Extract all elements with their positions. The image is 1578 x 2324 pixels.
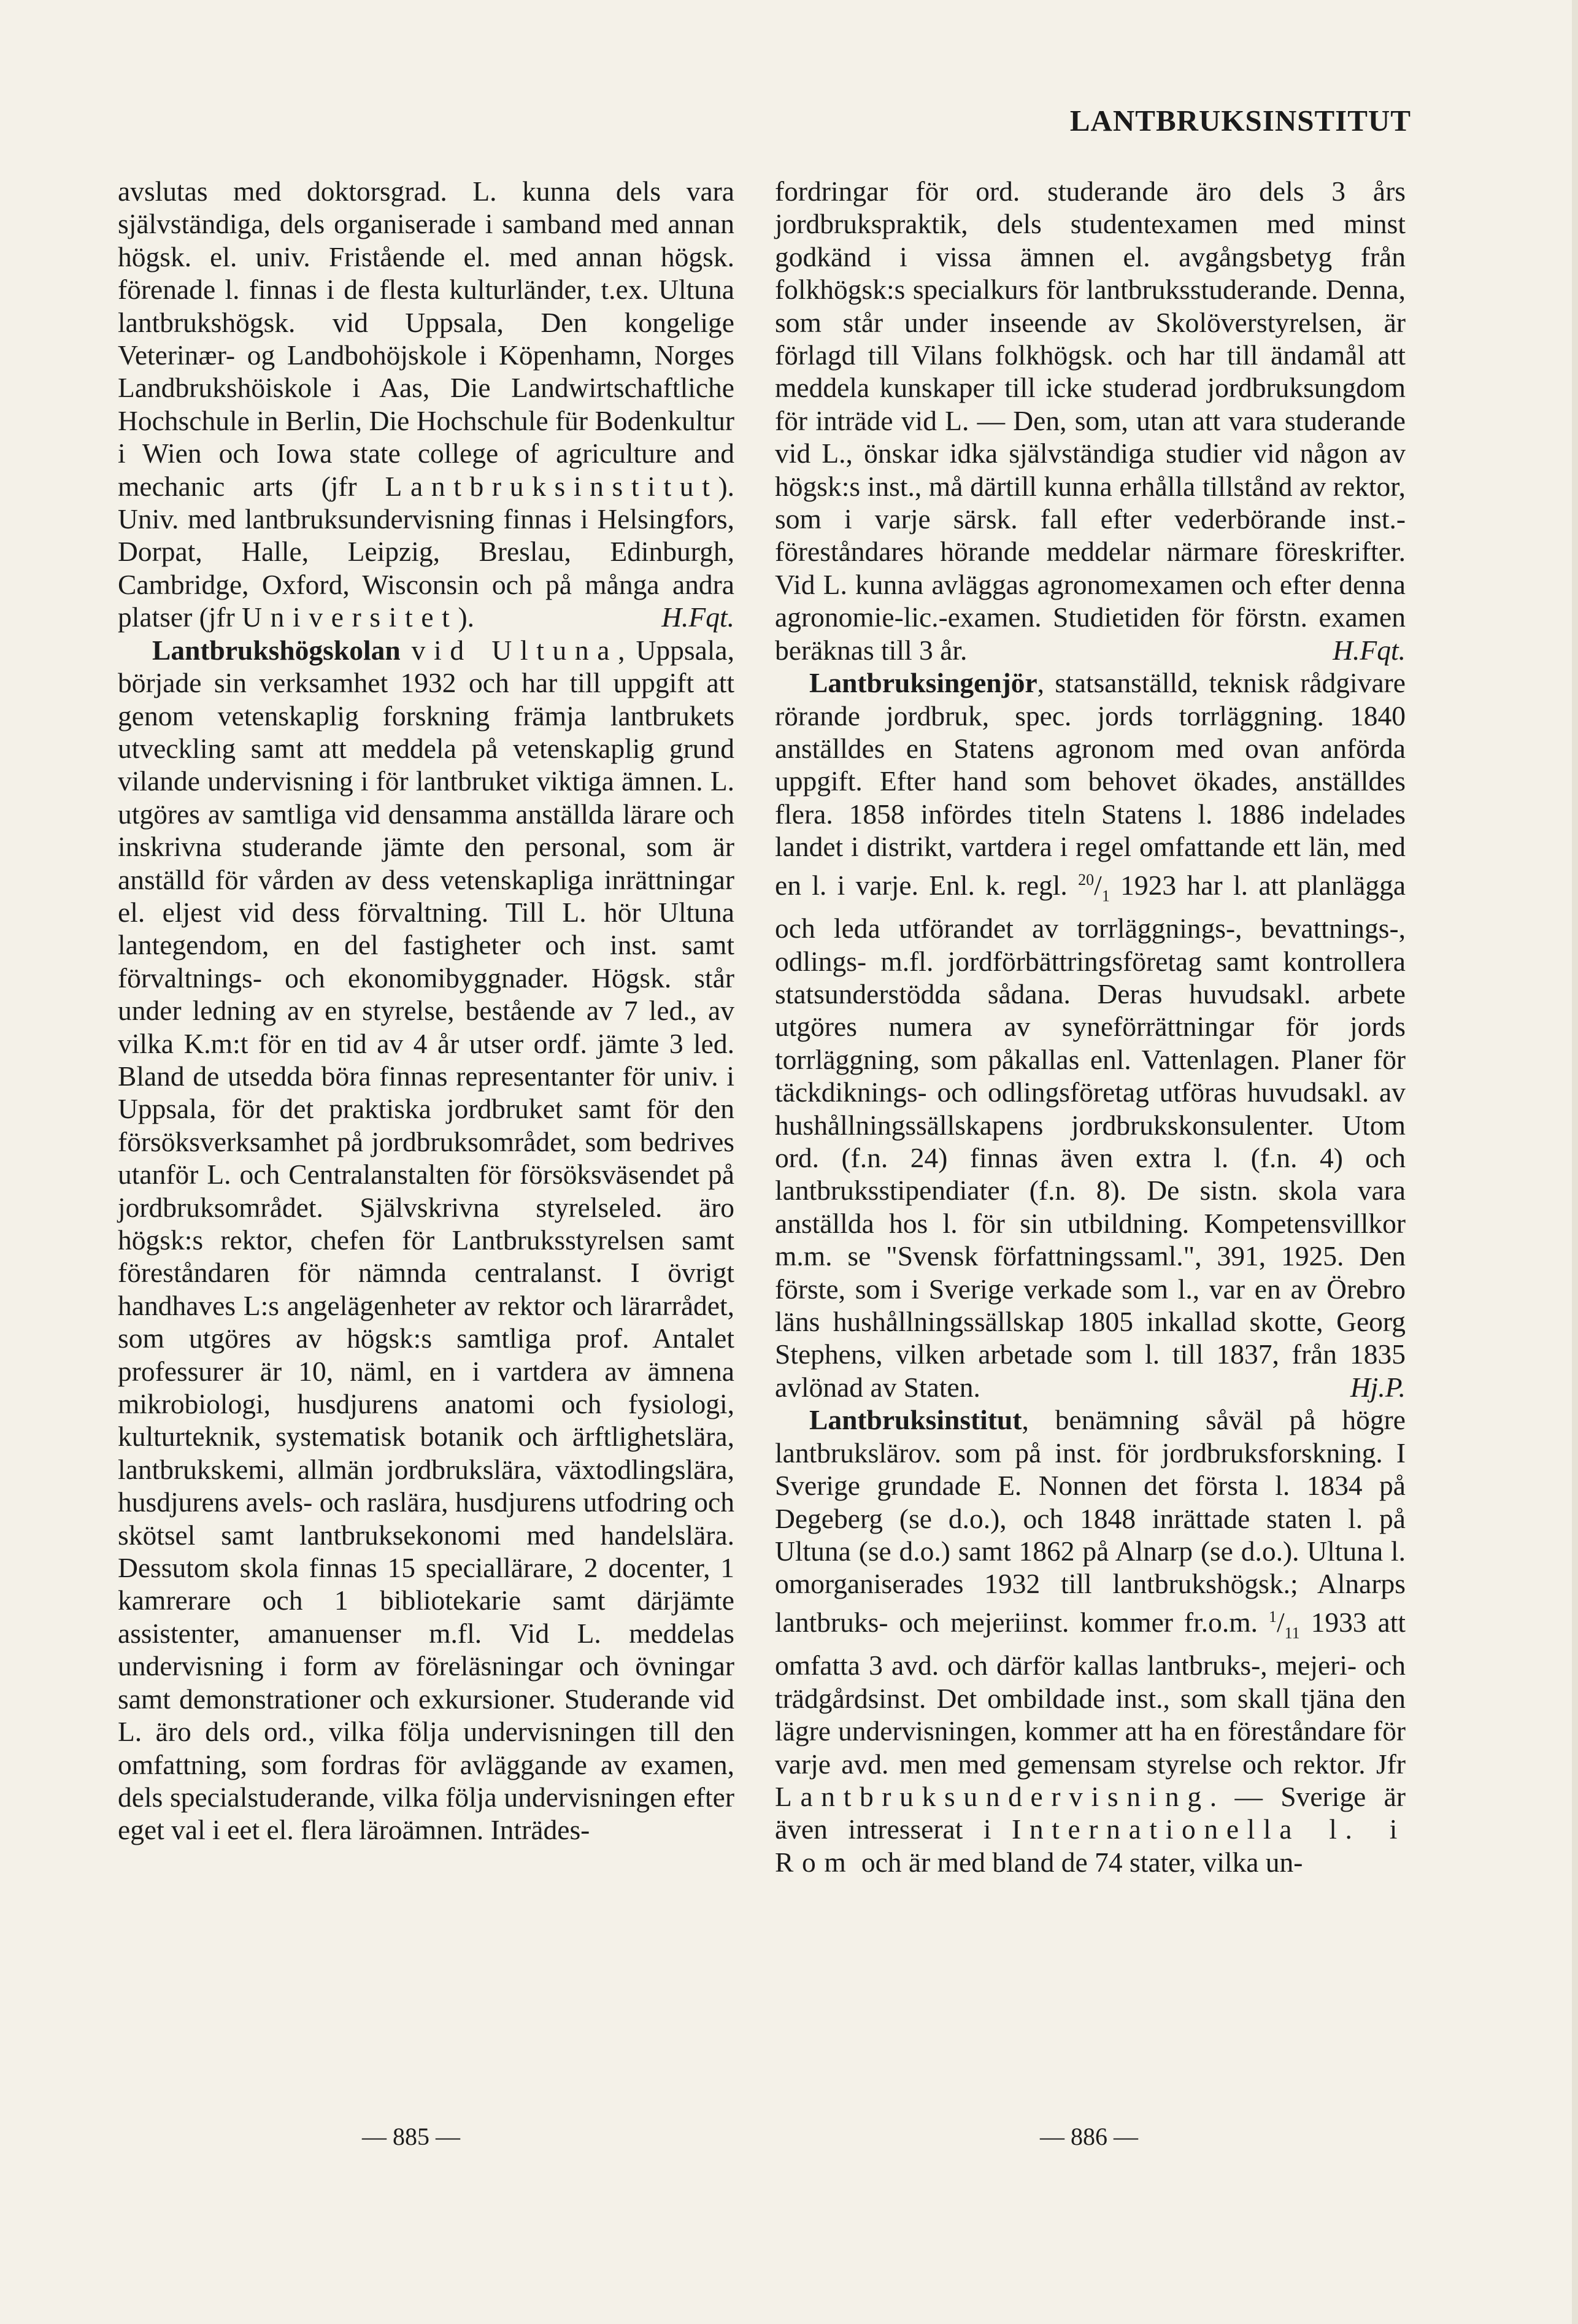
left-paragraph-continuation bbox=[118, 175, 734, 634]
right-para1-text: fordringar för ord. studerande äro dels 3 års jordbrukspraktik, dels studentexamen med minst godkänd i vissa ämnen el. avgångsbetyg från folkhögsk:s specialkurs för lantbruksstuderande. Denna, som står under inseende av Skolöverstyrelsen, är förlagd till Vilans folkhögsk. och har till ändamål att meddela kunskaper till icke studerad jordbruksungdom för inträde vid L. — Den, som, utan att vara studerande vid L., önskar idka självständiga studier vid någon av högsk:s inst., må därtill kunna erhålla tillstånd av rektor, som i varje särsk. fall efter vederbörande inst.-föreståndares hörande meddelar närmare föreskrifter. Vid L. kunna avläggas agronomexamen och efter denna agronomie-lic.-examen. Studietiden för förstn. examen beräknas till 3 år. bbox=[775, 176, 1406, 666]
entry-headword: Lantbrukshögskolan bbox=[152, 634, 401, 666]
right-paragraph-continuation bbox=[775, 175, 1406, 666]
page-number-right: — 886 — bbox=[1040, 2123, 1138, 2150]
date-numerator: 1 bbox=[1268, 1607, 1277, 1626]
left-para1-end: ). bbox=[458, 601, 474, 633]
cross-reference-lantbruksundervisning[interactable]: Lantbruksundervisning bbox=[775, 1781, 1210, 1812]
entry-body-text-a: , benämning såväl på högre lantbrukslärov. som på inst. för jordbruksforskning. I Sverige grundade E. Nonnen det första l. 1834 på Degeberg (se d.o.), och 1848 inrättade staten l. på Ultuna (se d.o.) samt 1862 på Alnarp (se d.o.). Ultuna l. omorganiserades 1932 till lantbrukshögsk.; Alnarps lantbruks- och mejeriinst. kommer fr.o.m. bbox=[775, 1404, 1406, 1638]
entry-lantbruksinstitut: Lantbruksinstitut, benämning såväl på högre lantbrukslärov. som på inst. för jordbruksforskning. I Sverige grundade E. Nonnen det första l. 1834 på Degeberg (se d.o.), och 1848 inrättade staten l. på Ultuna (se d.o.) samt 1862 på Alnarp (se d.o.). Ultuna l. omorganiserades 1932 till lantbrukshögsk.; Alnarps lantbruks- och mejeriinst. kommer fr.o.m. $^1/_{11}$ 1933 att omfatta 3 avd. och därför kallas lantbruks-, mejeri- och trädgårdsinst. Det ombildade inst., som skall tjäna den lägre undervisningen, kommer att ha en föreståndare för varje avd. men med gemensam styrelse och rektor. Jfr Lantbruksundervisning. — Sverige är även intresserat i Internationella l. i Rom och är med bland de 74 stater, vilka un- bbox=[775, 1404, 1406, 1878]
entry-body-text-b: 1923 har l. att planlägga och leda utförandet av torrläggnings-, bevattnings-, odlings- m.fl. jordförbättringsföretag samt kontrollera statsunderstödda sådana. Deras huvudsakl. arbete utgöres numera av syneförrättningar för jords torrläggning, som påkallas enl. Vattenlagen. Planer för täckdiknings- och odlingsföretag utföras huvudsakl. av hushållningssällskapens jordbrukskonsulenter. Utom ord. (f.n. 24) finnas även extra l. (f.n. 4) och lantbruksstipendiater (f.n. 8). De sistn. skola vara anställda hos l. för sin utbildning. Kompetensvillkor m.m. se "Svensk författningssaml.", 391, 1925. Den förste, som i Sverige verkade som l., var en av Örebro läns hushållningssällskap 1805 inkallad skotte, Georg Stephens, vilken arbetade som l. till 1837, från 1835 avlönad av Staten. bbox=[775, 869, 1406, 1403]
author-signature: H.Fqt. bbox=[661, 601, 734, 633]
cross-reference-internationella[interactable]: Internationella l. i Rom bbox=[775, 1813, 1406, 1878]
date-denominator: 11 bbox=[1284, 1623, 1300, 1642]
entry-body-text: , Uppsala, började sin verksamhet 1932 och har till uppgift att genom vetenskaplig forskning främja lantbrukets utveckling samt att meddela på vetenskaplig grund vilande undervisning i för lantbruket viktiga ämnen. L. utgöres av samtliga vid densamma anställda lärare och inskrivna studerande jämte den personal, som är anställd för vården av dess vetenskapliga inrättningar el. eljest vid dess förvaltning. Till L. hör Ultuna lantegendom, en del fastigheter och inst. samt förvaltnings- och ekonomibyggnader. Högsk. står under ledning av en styrelse, bestående av 7 led., av vilka K.m:t för en tid av 4 år utser ordf. jämte 3 led. Bland de utsedda böra finnas representanter för univ. i Uppsala, för det praktiska jordbruket samt för den försöksverksamhet på jordbruksområdet, som bedrives utanför L. och Centralanstalten för försöksväsendet på jordbruksområdet. Självskrivna styrelseled. äro högsk:s rektor, chefen för Lantbruksstyrelsen samt föreståndaren för nämnda centralanst. I övrigt handhaves L:s angelägenheter av rektor och lärarrådet, som utgöres av högsk:s samtliga prof. Antalet professurer är 10, näml, en i vartdera av ämnena mikrobiologi, husdjurens anatomi och fysiologi, kulturteknik, systematisk botanik och ärftlighetslära, lantbrukskemi, allmän jordbrukslära, växtodlingslära, husdjurens avels- och raslära, husdjurens utfodring och skötsel samt lantbruksekonomi med handelslära. Dessutom skola finnas 15 speciallärare, 2 docenter, 1 kamrerare och 1 bibliotekarie samt därjämte assistenter, amanuenser m.fl. Vid L. meddelas undervisning i form av föreläsningar och övningar samt demonstrationer och exkursioner. Studerande vid L. äro dels ord., vilka följa undervisningen till den omfattning, som fordras för avläggande av examen, dels specialstuderande, vilka följa undervisningen efter eget val i eet el. flera läroämnen. Inträdes- bbox=[118, 634, 734, 1846]
date-numerator: 20 bbox=[1078, 870, 1095, 889]
entry-body-text-a: , statsanställd, teknisk rådgivare rörande jordbruk, spec. jords torrläggning. 1840 anställdes en Statens agronom med ovan anförda uppgift. Efter hand som behovet ökades, anställdes flera. 1858 infördes titeln Statens l. 1886 indelades landet i distrikt, vartdera i regel omfattande ett län, med en l. i varje. Enl. k. regl. bbox=[775, 667, 1406, 901]
left-column bbox=[118, 175, 734, 1847]
left-para1-mid: ). Univ. med lantbruksundervisning finnas i Helsingfors, Dorpat, Halle, Leipzig, Breslau, Edinburgh, Cambridge, Oxford, Wisconsin och på många andra platser (jfr bbox=[118, 470, 735, 633]
entry-lantbruksingenjor: Lantbruksingenjör, statsanställd, teknisk rådgivare rörande jordbruk, spec. jords torrläggning. 1840 anställdes en Statens agronom med ovan anförda uppgift. Efter hand som behovet ökades, anställdes flera. 1858 infördes titeln Statens l. 1886 indelades landet i distrikt, vartdera i regel omfattande ett län, med en l. i varje. Enl. k. regl. $^{20}/_1$ 1923 har l. att planlägga och leda utförandet av torrläggnings-, bevattnings-, odlings- m.fl. jordförbättringsföretag samt kontrollera statsunderstödda sådana. Deras huvudsakl. arbete utgöres numera av syneförrättningar för jords torrläggning, som påkallas enl. Vattenlagen. Planer för täckdiknings- och odlingsföretag utföras huvudsakl. av hushållningssällskapens jordbrukskonsulenter. Utom ord. (f.n. 24) finnas även extra l. (f.n. 4) och lantbruksstipendiater (f.n. 8). De sistn. skola vara anställda hos l. för sin utbildning. Kompetensvillkor m.m. se "Svensk författningssaml.", 391, 1925. Den förste, som i Sverige verkade som l., var en av Örebro läns hushållningssällskap 1805 inkallad skotte, Georg Stephens, vilken arbetade som l. till 1837, från 1835 avlönad av Staten. Hj.P. bbox=[775, 667, 1406, 1403]
date-denominator: 1 bbox=[1101, 886, 1110, 905]
author-signature: Hj.P. bbox=[1350, 1371, 1406, 1403]
running-header: LANTBRUKSINSTITUT bbox=[1069, 104, 1411, 137]
entry-headword: Lantbruksinstitut bbox=[809, 1404, 1022, 1436]
entry-body-text-d: och är med bland de 74 stater, vilka un- bbox=[861, 1846, 1303, 1878]
entry-body-text-b: 1933 att omfatta 3 avd. och därför kallas lantbruks-, mejeri- och trädgårdsinst. Det ombildade inst., som skall tjäna den lägre undervisningen, kommer att ha en föreståndare för varje avd. men med gemensam styrelse och rektor. Jfr bbox=[775, 1606, 1406, 1780]
left-para1-text: avslutas med doktorsgrad. L. kunna dels vara självständiga, dels organiserade i samband med annan högsk. el. univ. Fristående el. med annan högsk. förenade l. finnas i de flesta kulturländer, t.ex. Ultuna lantbrukshögsk. vid Uppsala, Den kongelige Veterinær- og Landbohöjskole i Köpenhamn, Norges Landbrukshöiskole i Aas, Die Landwirtschaftliche Hochschule in Berlin, Die Hochschule für Bodenkultur i Wien och Iowa state college of agriculture and mechanic arts (jfr bbox=[118, 176, 734, 502]
cross-reference-lantbruksinstitut[interactable]: Lantbruksinstitut bbox=[385, 470, 718, 502]
page-number-left: — 885 — bbox=[362, 2123, 460, 2150]
entry-body-text-c: . — Sverige är även intresserat i bbox=[775, 1781, 1406, 1845]
entry-spaced-phrase: vid Ultuna bbox=[411, 634, 618, 666]
cross-reference-universitet[interactable]: Universitet bbox=[242, 601, 458, 633]
right-column bbox=[775, 175, 1406, 1878]
entry-headword: Lantbruksingenjör bbox=[809, 667, 1037, 699]
entry-lantbrukshogskolan bbox=[118, 634, 734, 1847]
author-signature: H.Fqt. bbox=[1333, 634, 1406, 666]
